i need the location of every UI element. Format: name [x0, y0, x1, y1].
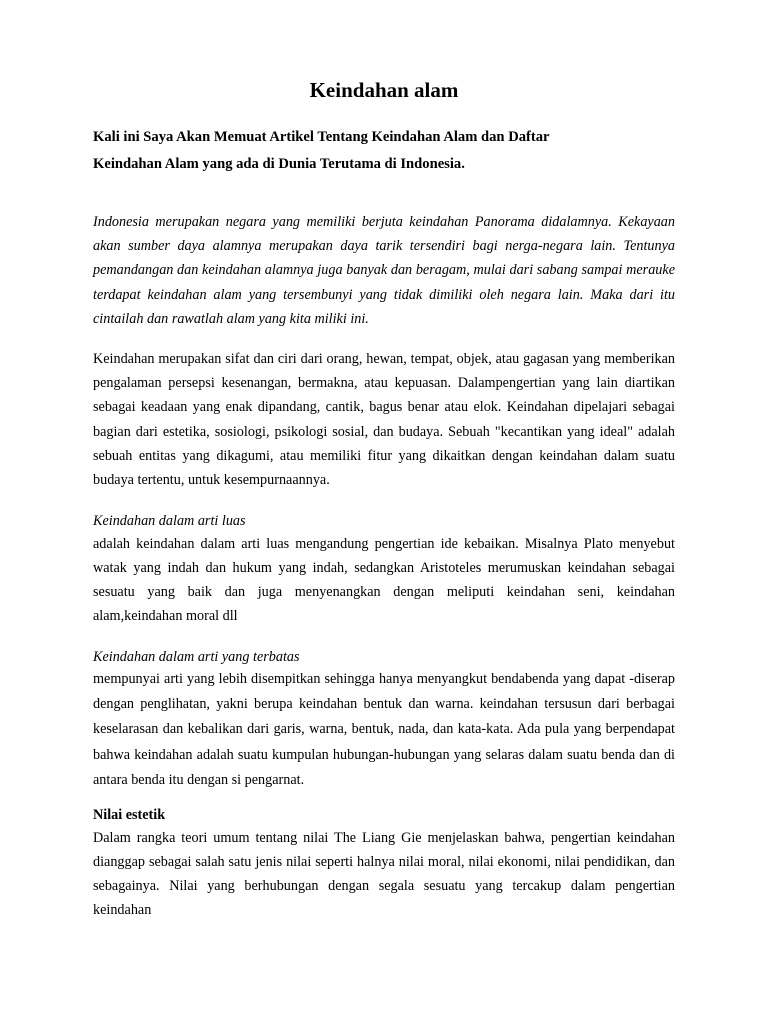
paragraph-arti-luas: adalah keindahan dalam arti luas mengandung pengertian ide kebaikan. Misalnya Plato menyebut watak yang indah dan hukum yang indah, sedangkan Aristoteles merumuskan keindahan sebagai sesuatu yang baik dan juga menyenangkan dengan meliputi keindahan seni, keindahan alam,keindahan moral dll	[93, 536, 675, 624]
heading-arti-luas: Keindahan dalam arti luas	[93, 513, 246, 529]
paragraph-arti-terbatas: mempunyai arti yang lebih disempitkan sehingga hanya menyangkut bendabenda yang dapat -diserap dengan penglihatan, yakni berupa keindahan bentuk dan warna. keindahan tersusun dari berbagai keselarasan dan kebalikan dari garis, warna, bentuk, nada, dan kata-kata. Ada pula yang berpendapat bahwa keindahan adalah suatu kumpulan hubungan-hubungan yang selaras dalam suatu benda dan di antara benda itu dengan si pengarnat.	[93, 671, 675, 788]
paragraph-keindahan-definition: Keindahan merupakan sifat dan ciri dari orang, hewan, tempat, objek, atau gagasan yang memberikan pengalaman persepsi kesenangan, bermakna, atau kepuasan. Dalampengertian yang lain diartikan sebagai keadaan yang enak dipandang, cantik, bagus benar atau elok. Keindahan dipelajari sebagai bagian dari estetika, sosiologi, psikologi sosial, dan budaya. Sebuah "kecantikan yang ideal" adalah sebuah entitas yang dikagumi, atau memiliki fitur yang dikaitkan dengan keindahan dalam suatu budaya tertentu, untuk kesempurnaannya.	[93, 351, 675, 489]
paragraph-indonesia: Indonesia merupakan negara yang memiliki berjuta keindahan Panorama didalamnya. Kekayaan akan sumber daya alamnya merupakan daya tarik tersendiri bagi nerga-negara lain. Tentunya pemandangan dan keindahan alamnya juga banyak dan beragam, mulai dari sabang sampai merauke terdapat keindahan alam yang tersembunyi yang tidak dimiliki oleh negara lain. Maka dari itu cintailah dan rawatlah alam yang kita miliki ini.	[93, 214, 675, 327]
intro-line-1: Kali ini Saya Akan Memuat Artikel Tentang Keindahan Alam dan Daftar	[93, 129, 550, 145]
intro-paragraph	[93, 124, 675, 178]
heading-arti-terbatas: Keindahan dalam arti yang terbatas	[93, 649, 300, 665]
page-title: Keindahan alam	[309, 78, 459, 102]
heading-nilai-estetik: Nilai estetik	[93, 807, 166, 823]
intro-line-2: Keindahan Alam yang ada di Dunia Terutama di Indonesia.	[93, 156, 465, 172]
paragraph-nilai-estetik: Dalam rangka teori umum tentang nilai The Liang Gie menjelaskan bahwa, pengertian keindahan dianggap sebagai salah satu jenis nilai seperti halnya nilai moral, nilai ekonomi, nilai pendidikan, dan sebagainya. Nilai yang berhubungan dengan segala sesuatu yang tercakup dalam pengertian keindahan	[93, 830, 675, 918]
